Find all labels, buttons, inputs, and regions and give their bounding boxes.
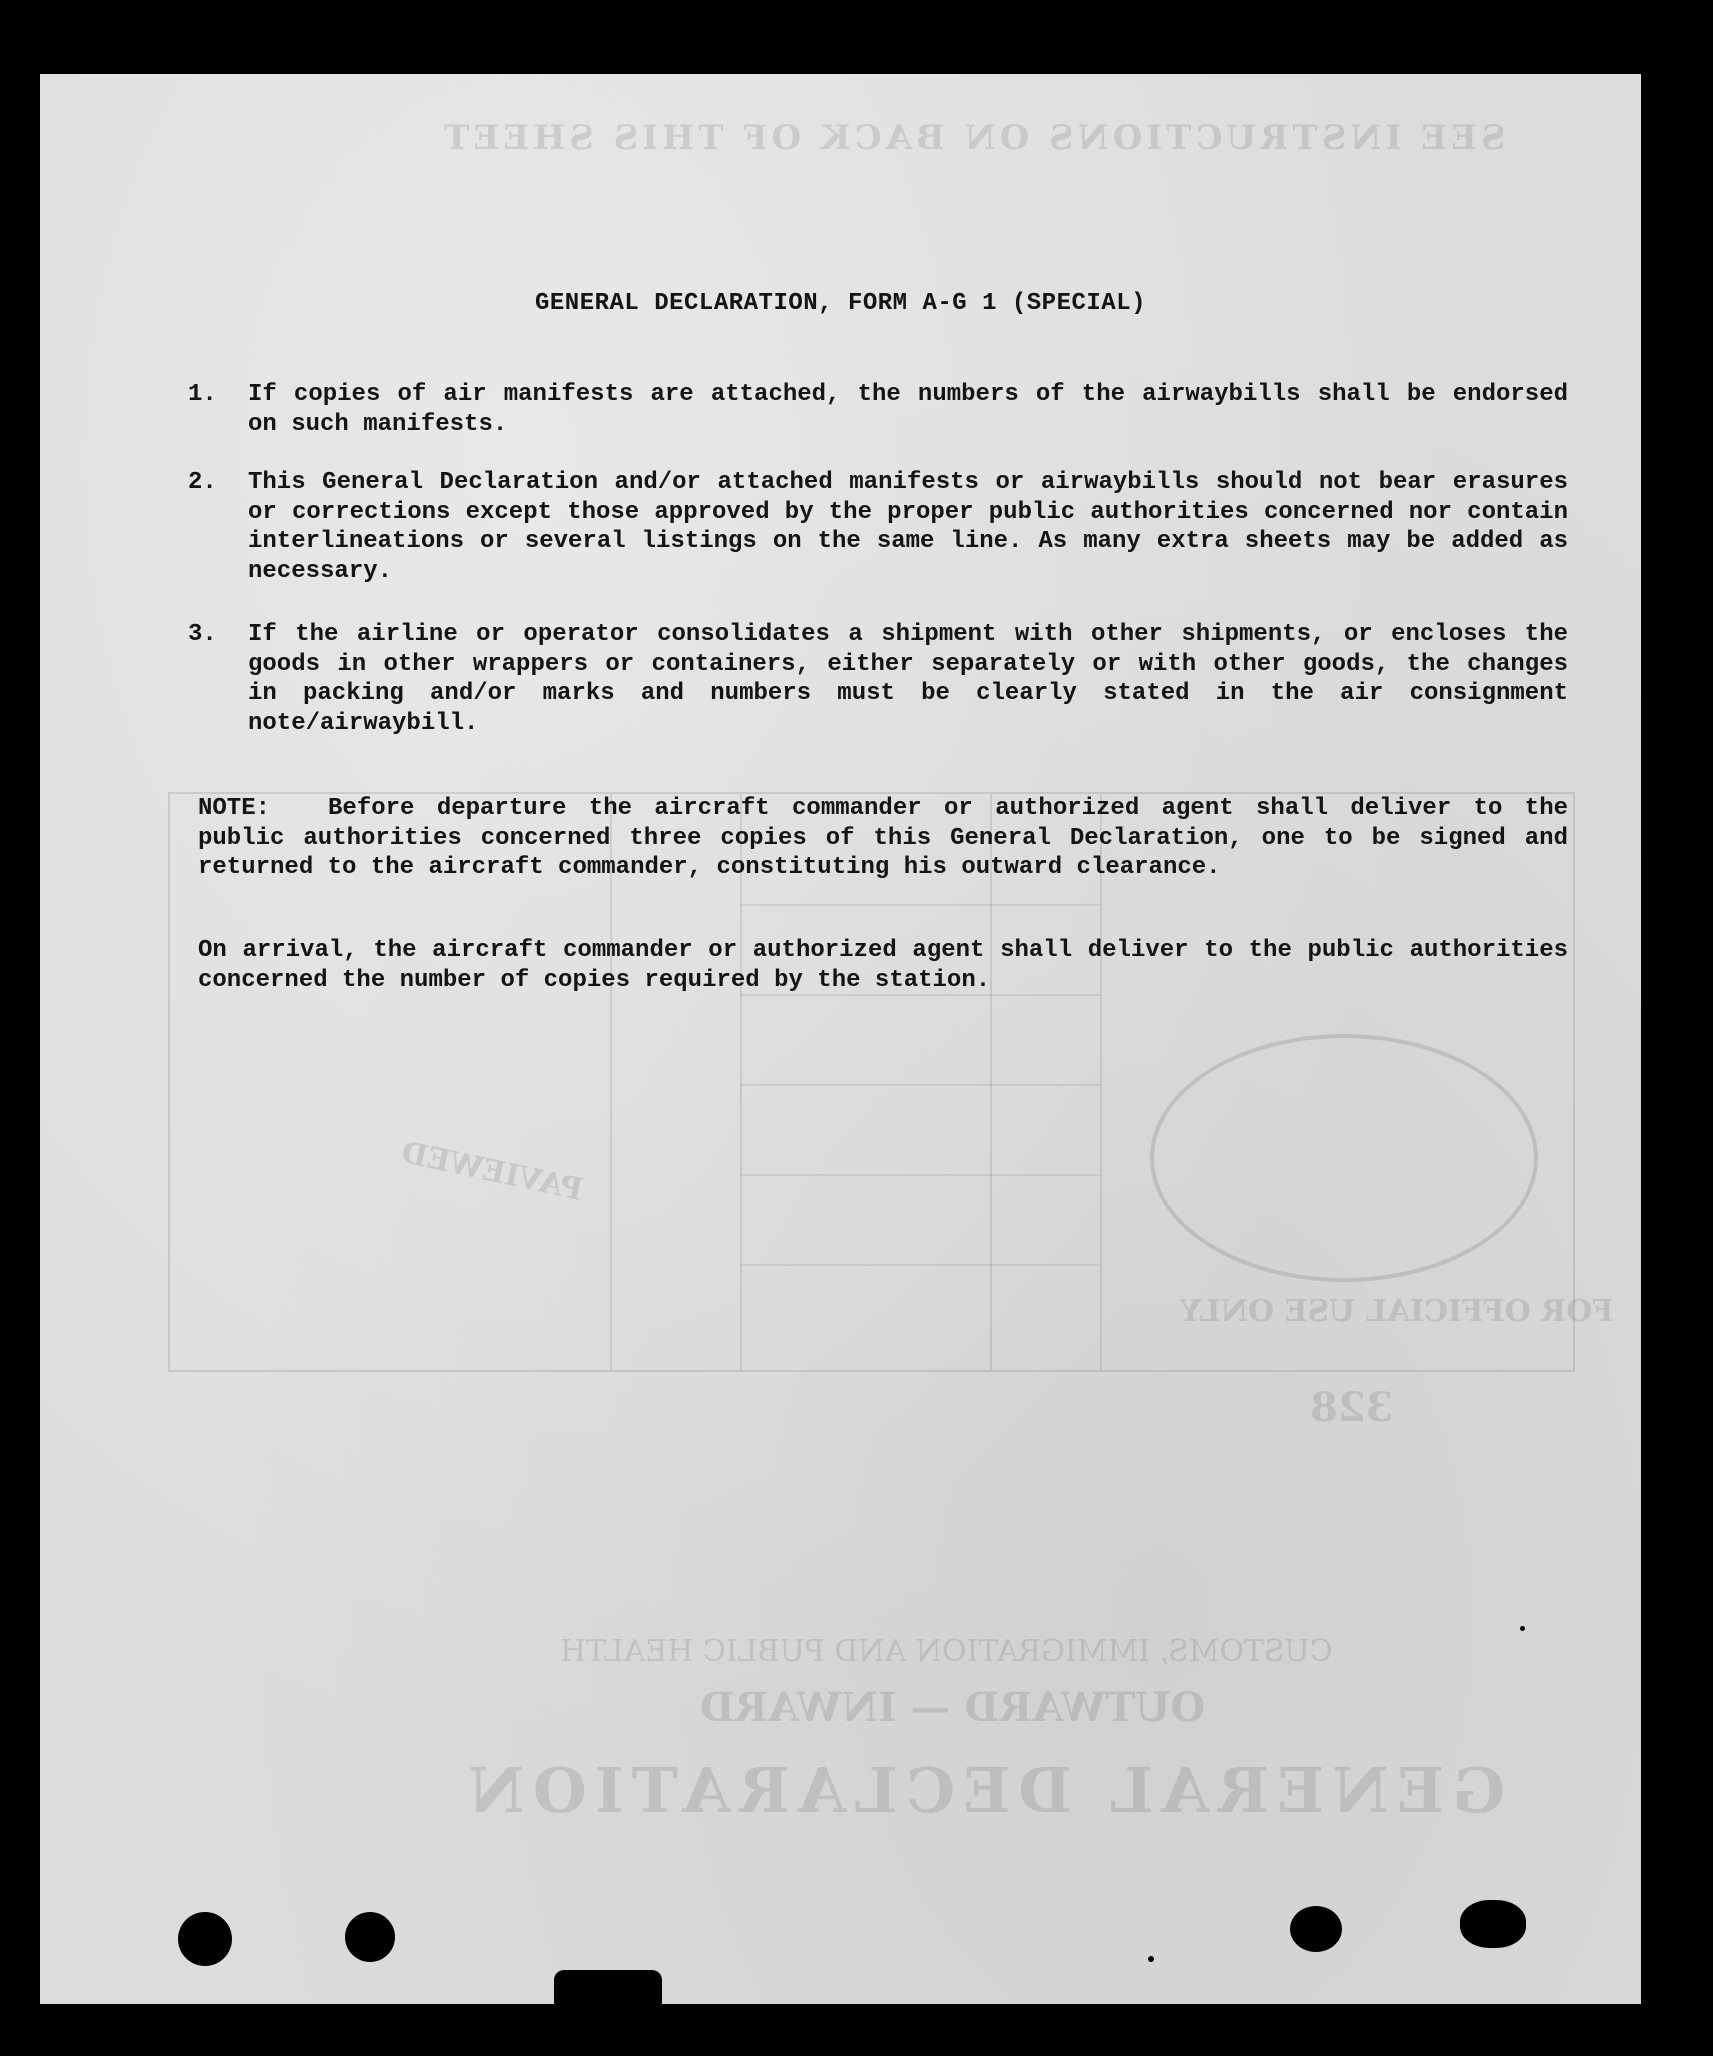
document-page (40, 74, 1641, 2004)
bleed-through-row-line (740, 1084, 1100, 1086)
instruction-item (188, 620, 1568, 738)
bleed-through-row-line (740, 1264, 1100, 1266)
ink-speck (1520, 1626, 1525, 1631)
punch-hole (345, 1912, 395, 1962)
ink-speck (1148, 1956, 1154, 1962)
instruction-item (188, 380, 1568, 439)
bleed-through-row-line (740, 1174, 1100, 1176)
item-text: This General Declaration and/or attached manifests or airwaybills should not bear erasures or corrections except those approved by the proper public authorities concerned nor contain interlineations or several listings on the same line. As many extra sheets may be added as necessary. (248, 469, 1568, 585)
instruction-item (188, 468, 1568, 586)
bleed-through-heading: SEE INSTRUCTIONS ON BACK OF THIS SHEET (440, 118, 1506, 158)
punch-hole (178, 1912, 232, 1966)
document-title: GENERAL DECLARATION, FORM A-G 1 (SPECIAL) (535, 290, 1146, 317)
punch-hole (1290, 1906, 1342, 1952)
item-text: If copies of air manifests are attached, the numbers of the airwaybills shall be endorsed on such manifests. (248, 381, 1568, 438)
bleed-through-row-line (740, 904, 1100, 906)
item-text: If the airline or operator consolidates a shipment with other shipments, or encloses the goods in other wrappers or containers, either separately or with other goods, the changes in packing and/or marks and numbers must be clearly stated in the air consignment note/airwaybill. (248, 621, 1568, 737)
binding-tab (554, 1970, 662, 2004)
note-paragraph-arrival: On arrival, the aircraft commander or authorized agent shall deliver to the public authorities concerned the number of copies required by the station. (198, 937, 1568, 994)
item-number: 1. (188, 381, 217, 408)
bleed-through-stamp-oval (1150, 1034, 1538, 1282)
bleed-through-direction: OUTWARD — INWARD (700, 1684, 1206, 1731)
note-text: Before departure the aircraft commander or authorized agent shall deliver to the public authorities concerned three copies of this General Declaration, one to be signed and returned to the aircraft commander, constituting his outward clearance. (198, 795, 1568, 881)
bleed-through-stamp: PAVIEWED (398, 1135, 586, 1208)
bleed-through-official-use: FOR OFFICIAL USE ONLY (1180, 1294, 1614, 1329)
note-paragraph (198, 794, 1568, 883)
bleed-through-subtitle: CUSTOMS, IMMIGRATION AND PUBLIC HEALTH (560, 1634, 1333, 1669)
item-number: 3. (188, 621, 217, 648)
bleed-through-number: 328 (1310, 1384, 1394, 1431)
bleed-through-title: GENERAL DECLARATION (460, 1754, 1506, 1827)
note-label: NOTE: (198, 795, 271, 822)
punch-hole (1460, 1900, 1526, 1948)
item-number: 2. (188, 469, 217, 496)
